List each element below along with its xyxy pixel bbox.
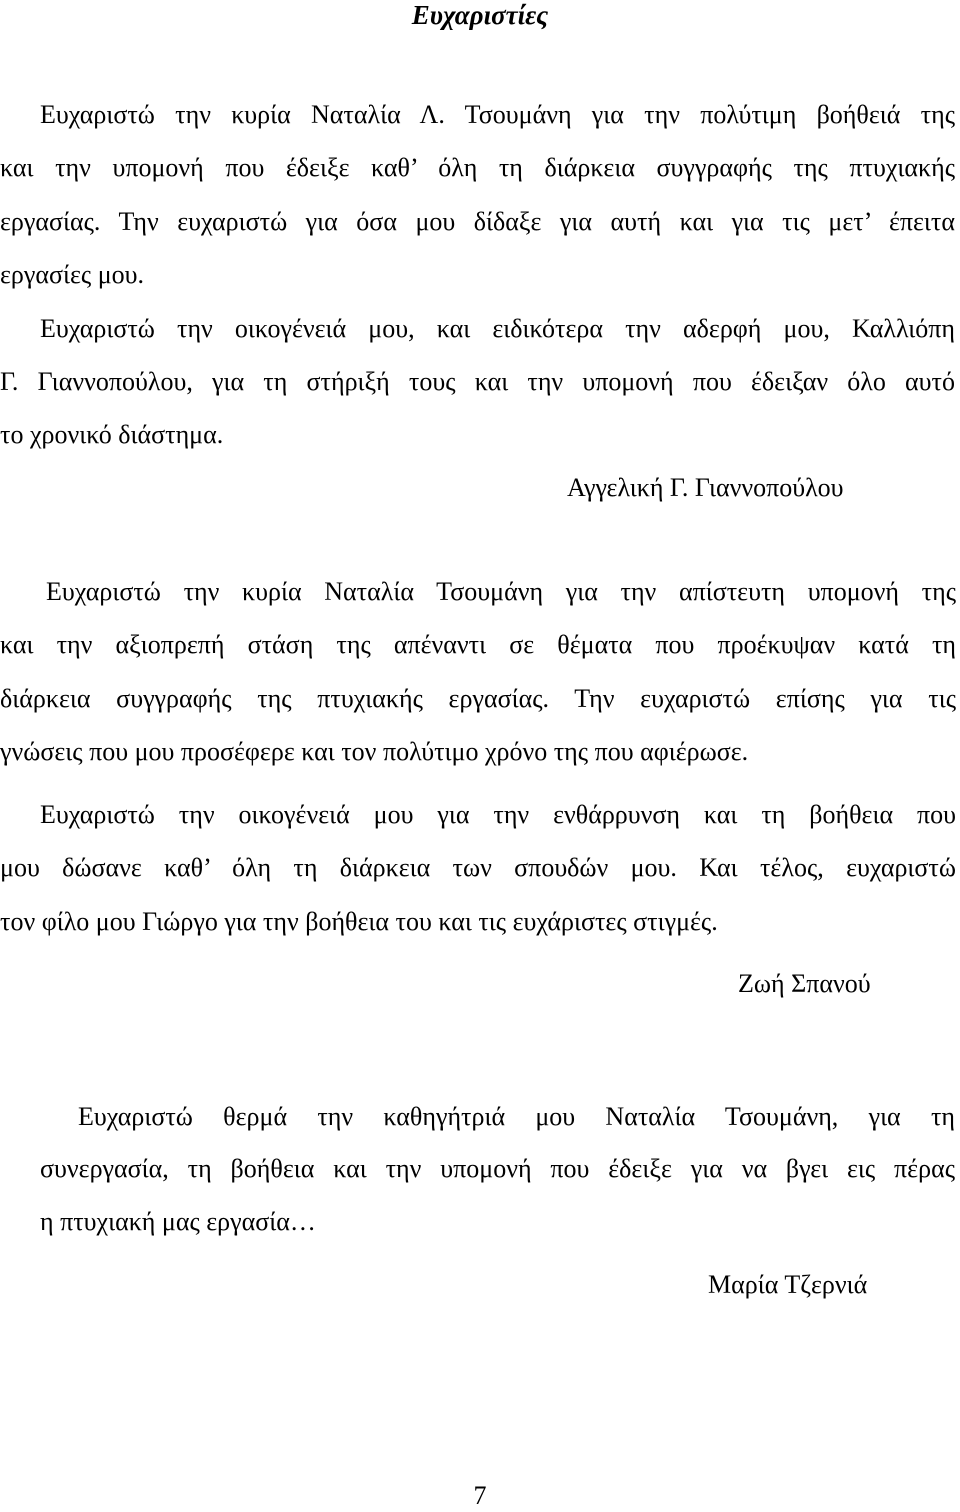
paragraph-line: και την αξιοπρεπή στάση της απέναντι σε θέματα που προέκυψαν κατά τη <box>0 630 956 659</box>
page-number: 7 <box>473 1481 487 1510</box>
paragraph-line: Ευχαριστώ την οικογένειά μου για την ενθάρρυνση και τη βοήθεια που <box>40 800 956 829</box>
paragraph-line: Ευχαριστώ την κυρία Ναταλία Τσουμάνη για την απίστευτη υπομονή της <box>46 577 956 606</box>
paragraph-line: Ευχαριστώ θερμά την καθηγήτριά μου Ναταλία Τσουμάνη, για τη <box>78 1102 955 1131</box>
paragraph-line: εργασίες μου. <box>0 260 145 289</box>
paragraph-line: γνώσεις που μου προσέφερε και τον πολύτιμο χρόνο της που αφιέρωσε. <box>0 737 749 766</box>
paragraph-line: τον φίλο μου Γιώργο για την βοήθεια του και τις ευχάριστες στιγμές. <box>0 907 718 936</box>
paragraph-line: Ευχαριστώ την κυρία Ναταλία Λ. Τσουμάνη για την πολύτιμη βοήθειά της <box>40 100 955 129</box>
page-title: Ευχαριστίες <box>411 0 549 30</box>
paragraph-line: Γ. Γιαννοπούλου, για τη στήριξή τους και την υπομονή που έδειξαν όλο αυτό <box>0 367 955 396</box>
paragraph-line: εργασίας. Την ευχαριστώ για όσα μου δίδαξε για αυτή και για τις μετ’ έπειτα <box>0 207 955 236</box>
paragraph-line: μου δώσανε καθ’ όλη τη διάρκεια των σπουδών μου. Και τέλος, ευχαριστώ <box>0 853 956 882</box>
paragraph-line: και την υπομονή που έδειξε καθ’ όλη τη διάρκεια συγγραφής της πτυχιακής <box>0 153 955 182</box>
paragraph-line: διάρκεια συγγραφής της πτυχιακής εργασίας. Την ευχαριστώ επίσης για τις <box>0 684 956 713</box>
signature: Αγγελική Γ. Γιαννοπούλου <box>567 473 844 502</box>
signature: Ζωή Σπανού <box>738 969 871 998</box>
paragraph-line: η πτυχιακή μας εργασία… <box>40 1207 316 1236</box>
signature: Μαρία Τζερνιά <box>708 1270 868 1299</box>
paragraph-line: συνεργασία, τη βοήθεια και την υπομονή που έδειξε για να βγει εις πέρας <box>40 1154 955 1183</box>
paragraph-line: το χρονικό διάστημα. <box>0 420 224 449</box>
paragraph-line: Ευχαριστώ την οικογένειά μου, και ειδικότερα την αδερφή μου, Καλλιόπη <box>40 314 955 343</box>
